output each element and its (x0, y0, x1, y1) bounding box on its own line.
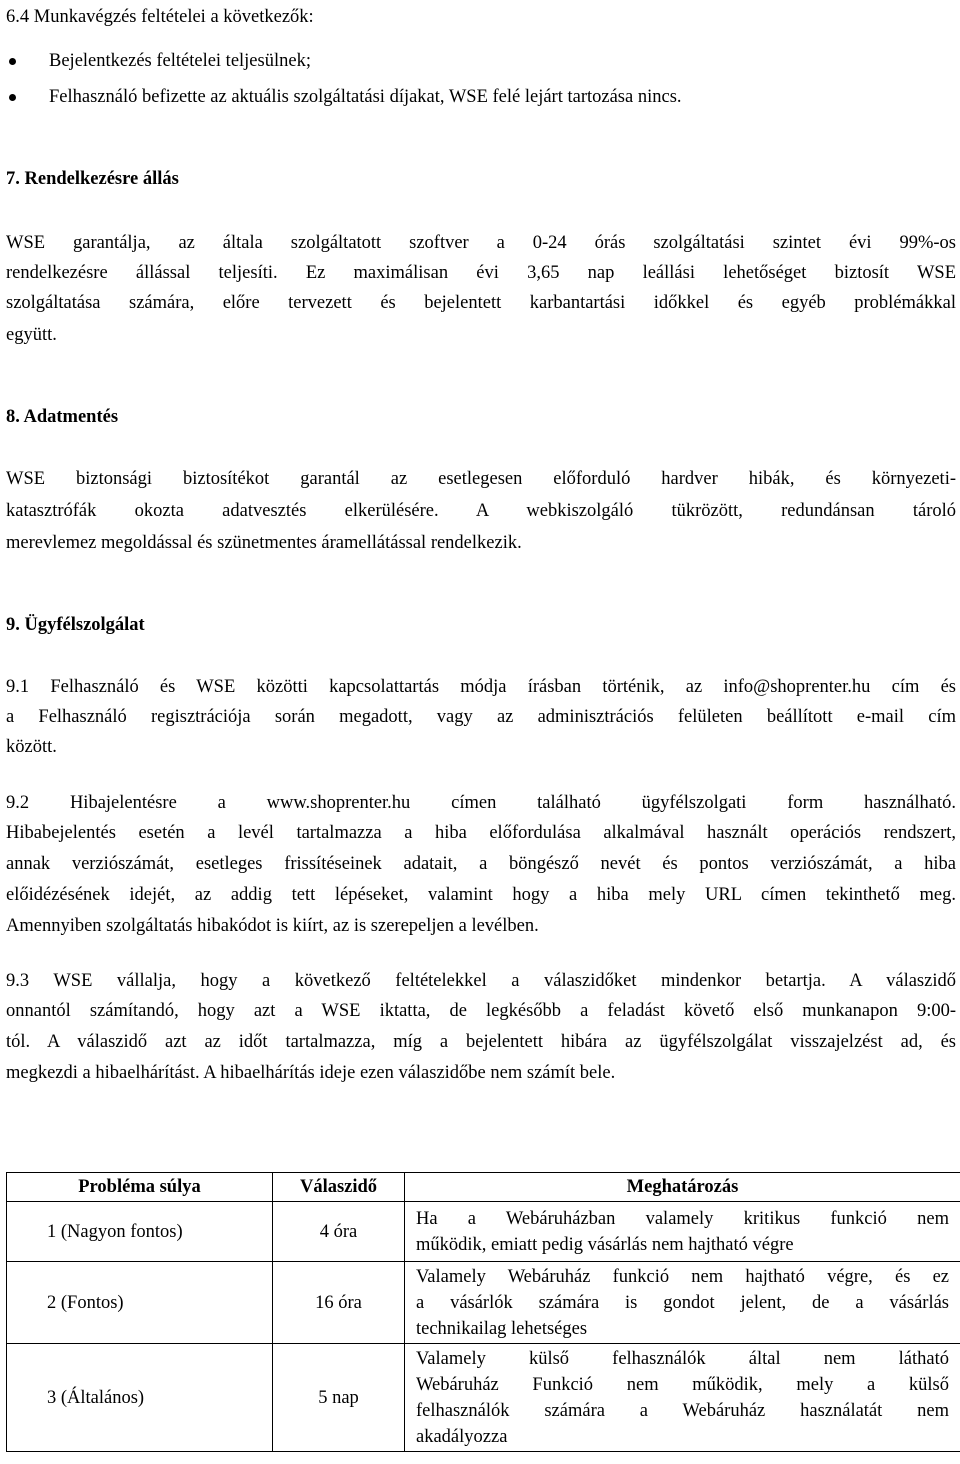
definition-line: a vásárlók számára is gondot jelent, de a vásárlás (416, 1292, 949, 1313)
bullet-item (49, 50, 311, 72)
response-time-table (6, 1172, 960, 1452)
bullet-dot-icon (9, 58, 16, 65)
section-9-2-line: Amennyiben szolgáltatás hibakódot is kiírt, az is szerepeljen a levélben. (6, 916, 539, 936)
section-7-line: rendelkezésre állással teljesíti. Ez maximálisan évi 3,65 nap leállási lehetőséget biztosít WSE (6, 263, 956, 283)
section-9-1-line: között. (6, 737, 57, 757)
section-8-heading: 8. Adatmentés (6, 407, 119, 427)
definition-line: technikailag lehetséges (416, 1318, 588, 1339)
definition-cell (405, 1262, 960, 1344)
section-7-line: szolgáltatása számára, előre tervezett és bejelentett karbantartási időkkel és egyéb problémákkal (6, 293, 956, 313)
section-8-line: WSE biztonsági biztosítékot garantál az esetlegesen előforduló hardver hibák, és környezeti- (6, 469, 956, 489)
definition-line: Ha a Webáruházban valamely kritikus funkció nem (416, 1208, 949, 1229)
severity-cell: 2 (Fontos) (7, 1262, 273, 1344)
bullet-dot-icon (9, 94, 16, 101)
table-row (7, 1202, 960, 1262)
header-definition: Meghatározás (405, 1173, 960, 1202)
section-9-2-line: annak verziószámát, esetleges frissítéseinek adatait, a böngésző nevét és pontos verziószámát, a hiba (6, 854, 956, 874)
header-response-time: Válaszidő (273, 1173, 405, 1202)
section-7-line: WSE garantálja, az általa szolgáltatott szoftver a 0-24 órás szolgáltatási szintet évi 99%-os (6, 233, 956, 253)
section-9-1-line: a Felhasználó regisztrációja során megadott, vagy az adminisztrációs felületen beállított e-mail cím (6, 707, 956, 727)
severity-cell: 1 (Nagyon fontos) (7, 1202, 273, 1262)
bullet-item (49, 86, 682, 108)
response-cell: 5 nap (273, 1344, 405, 1452)
section-9-3-line: 9.3 WSE vállalja, hogy a következő feltételekkel a válaszidőket mindenkor betartja. A válaszidő (6, 971, 956, 991)
section-9-3-line: megkezdi a hibaelhárítást. A hibaelhárítás ideje ezen válaszidőbe nem számít bele. (6, 1063, 616, 1083)
table-header-row (7, 1173, 960, 1202)
response-cell: 4 óra (273, 1202, 405, 1262)
section-7-line: együtt. (6, 325, 57, 345)
section-8-line: merevlemez megoldással és szünetmentes áramellátással rendelkezik. (6, 533, 522, 553)
section-9-2-line: előidézésének idejét, az addig tett lépéseket, valamint hogy a hiba mely URL címen tekinthető meg. (6, 885, 956, 905)
section-9-1-line: 9.1 Felhasználó és WSE közötti kapcsolattartás módja írásban történik, az info@shoprenter.hu cím és (6, 677, 956, 697)
definition-line: működik, emiatt pedig vásárlás nem hajtható végre (416, 1234, 794, 1255)
section-8-line: katasztrófák okozta adatvesztés elkerülésére. A webkiszolgáló tükrözött, redundánsan tároló (6, 501, 956, 521)
section-9-2-line: 9.2 Hibajelentésre a www.shoprenter.hu címen található ügyfélszolgati form használható. (6, 793, 956, 813)
table-row (7, 1344, 960, 1452)
bullet-text: Felhasználó befizette az aktuális szolgáltatási díjakat, WSE felé lejárt tartozása nincs. (49, 87, 682, 107)
severity-cell: 3 (Általános) (7, 1344, 273, 1452)
table-row (7, 1262, 960, 1344)
definition-line: Valamely Webáruház funkció nem hajtható végre, és ez (416, 1266, 949, 1287)
definition-cell (405, 1202, 960, 1262)
section-6-4-heading: 6.4 Munkavégzés feltételei a következők: (6, 7, 314, 27)
section-9-2-line: Hibabejelentés esetén a levél tartalmazza a hiba előfordulása alkalmával használt operációs rendszert, (6, 823, 956, 843)
header-severity: Probléma súlya (7, 1173, 273, 1202)
definition-line: felhasználók számára a Webáruház használatát nem (416, 1400, 949, 1421)
section-9-3-line: onnantól számítandó, hogy azt a WSE iktatta, de legkésőbb a feladást követő első munkanapon 9:00- (6, 1001, 956, 1021)
section-7-heading: 7. Rendelkezésre állás (6, 169, 179, 189)
section-9-heading: 9. Ügyfélszolgálat (6, 615, 145, 635)
bullet-text: Bejelentkezés feltételei teljesülnek; (49, 51, 311, 71)
definition-line: akadályozza (416, 1426, 508, 1447)
response-cell: 16 óra (273, 1262, 405, 1344)
section-9-3-line: tól. A válaszidő azt az időt tartalmazza, míg a bejelentett hibára az ügyfélszolgálat visszajelzést ad, és (6, 1032, 956, 1052)
definition-cell (405, 1344, 960, 1452)
definition-line: Valamely külső felhasználók által nem látható (416, 1348, 949, 1369)
definition-line: Webáruház Funkció nem működik, mely a külső (416, 1374, 949, 1395)
